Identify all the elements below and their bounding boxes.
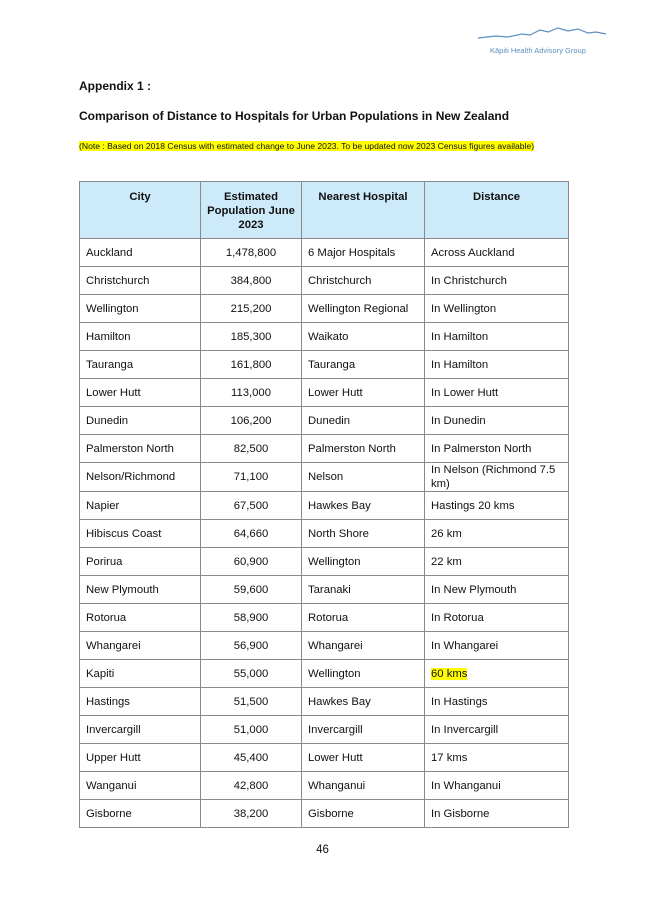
cell-population: 71,100 [201, 463, 302, 492]
cell-city: Wanganui [80, 772, 201, 800]
note-text [79, 138, 549, 155]
cell-city: Rotorua [80, 604, 201, 632]
cell-city: Palmerston North [80, 435, 201, 463]
cell-population: 51,500 [201, 688, 302, 716]
cell-hospital: Waikato [302, 323, 425, 351]
table-row [80, 604, 569, 632]
cell-population: 45,400 [201, 744, 302, 772]
cell-population: 106,200 [201, 407, 302, 435]
cell-distance: In Rotorua [425, 604, 569, 632]
column-header-population: Estimated Population June 2023 [201, 182, 302, 239]
cell-hospital: Invercargill [302, 716, 425, 744]
cell-distance: In Hastings [425, 688, 569, 716]
cell-distance: In Hamilton [425, 351, 569, 379]
appendix-label: Appendix 1 : [79, 79, 152, 93]
table-row [80, 295, 569, 323]
cell-hospital: Tauranga [302, 351, 425, 379]
table-row [80, 548, 569, 576]
table-row [80, 351, 569, 379]
cell-city: Lower Hutt [80, 379, 201, 407]
cell-distance: In Palmerston North [425, 435, 569, 463]
table-row [80, 632, 569, 660]
cell-city: New Plymouth [80, 576, 201, 604]
cell-city: Nelson/Richmond [80, 463, 201, 492]
cell-distance: 17 kms [425, 744, 569, 772]
cell-hospital: Wellington [302, 548, 425, 576]
cell-hospital: Nelson [302, 463, 425, 492]
cell-city: Tauranga [80, 351, 201, 379]
cell-city: Upper Hutt [80, 744, 201, 772]
cell-population: 59,600 [201, 576, 302, 604]
cell-city: Whangarei [80, 632, 201, 660]
cell-hospital: Christchurch [302, 267, 425, 295]
table-row [80, 660, 569, 688]
cell-hospital: 6 Major Hospitals [302, 239, 425, 267]
column-header-hospital: Nearest Hospital [302, 182, 425, 239]
table-row [80, 267, 569, 295]
cell-population: 113,000 [201, 379, 302, 407]
table-row [80, 239, 569, 267]
cell-distance: In New Plymouth [425, 576, 569, 604]
cell-population: 38,200 [201, 800, 302, 828]
cell-hospital: Whangarei [302, 632, 425, 660]
cell-distance: In Nelson (Richmond 7.5 km) [425, 463, 569, 492]
cell-distance: In Whanganui [425, 772, 569, 800]
cell-hospital: Taranaki [302, 576, 425, 604]
cell-city: Napier [80, 492, 201, 520]
cell-hospital: Wellington Regional [302, 295, 425, 323]
cell-hospital: Lower Hutt [302, 379, 425, 407]
cell-distance: In Gisborne [425, 800, 569, 828]
highlighted-distance: 60 kms [431, 667, 468, 680]
cell-population: 64,660 [201, 520, 302, 548]
cell-city: Hastings [80, 688, 201, 716]
table-row [80, 576, 569, 604]
cell-distance: In Dunedin [425, 407, 569, 435]
cell-city: Porirua [80, 548, 201, 576]
cell-city: Hamilton [80, 323, 201, 351]
cell-distance: In Lower Hutt [425, 379, 569, 407]
cell-city: Hibiscus Coast [80, 520, 201, 548]
cell-city: Invercargill [80, 716, 201, 744]
cell-population: 185,300 [201, 323, 302, 351]
cell-city: Auckland [80, 239, 201, 267]
cell-hospital: Palmerston North [302, 435, 425, 463]
cell-distance: 26 km [425, 520, 569, 548]
cell-hospital: Hawkes Bay [302, 492, 425, 520]
cell-distance: In Hamilton [425, 323, 569, 351]
logo-text: Kāpiti Health Advisory Group [490, 46, 586, 55]
table-row [80, 463, 569, 492]
cell-population: 58,900 [201, 604, 302, 632]
page-title: Comparison of Distance to Hospitals for Urban Populations in New Zealand [79, 109, 510, 123]
cell-distance: In Invercargill [425, 716, 569, 744]
cell-city: Kapiti [80, 660, 201, 688]
cell-population: 1,478,800 [201, 239, 302, 267]
cell-distance: Hastings 20 kms [425, 492, 569, 520]
table-row [80, 716, 569, 744]
cell-distance: In Whangarei [425, 632, 569, 660]
table-row [80, 688, 569, 716]
cell-hospital: Whanganui [302, 772, 425, 800]
page-number: 46 [316, 844, 329, 856]
cell-population: 82,500 [201, 435, 302, 463]
cell-distance: In Christchurch [425, 267, 569, 295]
table-row [80, 520, 569, 548]
cell-population: 51,000 [201, 716, 302, 744]
cell-distance: In Wellington [425, 295, 569, 323]
cell-city: Dunedin [80, 407, 201, 435]
cell-hospital: North Shore [302, 520, 425, 548]
cell-hospital: Hawkes Bay [302, 688, 425, 716]
table-row [80, 379, 569, 407]
cell-hospital: Wellington [302, 660, 425, 688]
cell-population: 384,800 [201, 267, 302, 295]
cell-distance [425, 660, 569, 688]
cell-hospital: Gisborne [302, 800, 425, 828]
cell-distance: 22 km [425, 548, 569, 576]
cell-population: 56,900 [201, 632, 302, 660]
table-row [80, 772, 569, 800]
note-highlight: (Note : Based on 2018 Census with estimated change to June 2023. To be updated now 2023 Census figures available) [79, 141, 535, 151]
table-header-row [80, 182, 569, 239]
cell-city: Gisborne [80, 800, 201, 828]
table-row [80, 407, 569, 435]
mountain-line-icon [478, 24, 608, 44]
table-row [80, 492, 569, 520]
column-header-distance: Distance [425, 182, 569, 239]
table-body [80, 239, 569, 828]
organisation-logo [478, 24, 608, 58]
table-row [80, 435, 569, 463]
cell-population: 42,800 [201, 772, 302, 800]
cell-population: 215,200 [201, 295, 302, 323]
cell-population: 161,800 [201, 351, 302, 379]
table-row [80, 744, 569, 772]
cell-city: Wellington [80, 295, 201, 323]
cell-population: 55,000 [201, 660, 302, 688]
cell-hospital: Lower Hutt [302, 744, 425, 772]
cell-hospital: Rotorua [302, 604, 425, 632]
cell-distance: Across Auckland [425, 239, 569, 267]
cell-population: 67,500 [201, 492, 302, 520]
cell-population: 60,900 [201, 548, 302, 576]
table-row [80, 323, 569, 351]
cell-city: Christchurch [80, 267, 201, 295]
table-row [80, 800, 569, 828]
cell-hospital: Dunedin [302, 407, 425, 435]
column-header-city: City [80, 182, 201, 239]
hospital-distance-table [79, 181, 569, 828]
